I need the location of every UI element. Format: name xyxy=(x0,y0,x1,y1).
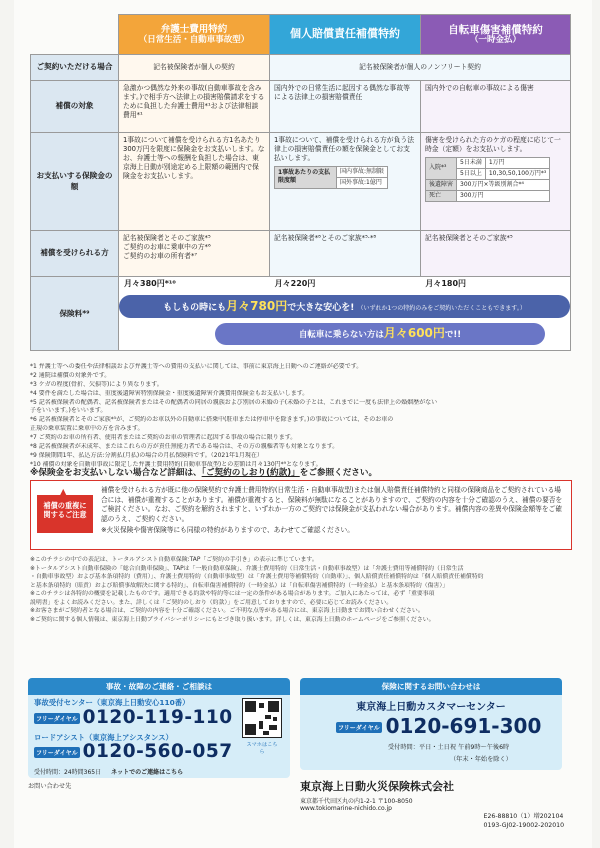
customer-center-holiday-note: （年末・年始を除く） xyxy=(450,756,512,763)
fine-line: ※お客さまがご契約者となる場合は、ご契約の内容を十分ご確認ください。ご不明な点等がある場合には、東京海上日動までお問い合わせください。 xyxy=(30,608,424,615)
insurance-inquiry-box xyxy=(300,678,562,770)
hosp-r2a: 5日以上 xyxy=(457,168,486,179)
cell-payment-col3 xyxy=(421,133,571,231)
fine-line: ※トータルアシスト自動車保険の「総合自動車保険」、TAPは「一般自動車保険」、弁護士費用特約（日常生活・自動車事故型）は「弁護士費用等補償特約（日常生活 xyxy=(30,565,464,572)
header-personal-liability-rider: 個人賠償責任補償特約 xyxy=(270,15,421,55)
header-bicycle-injury-rider: 自転車傷害補償特約 （一時金払） xyxy=(421,15,571,55)
policy-details-notice: ※保険金をお支払いしない場合など詳細は、「ご契約のしおり(約款)」をご参照ください。 xyxy=(30,468,378,478)
cell-payment-col2 xyxy=(270,133,421,231)
premium-col1: 月々380円*¹⁰ xyxy=(124,279,176,288)
row-label-coverage: 補償の対象 xyxy=(31,81,119,133)
no-bicycle-price-banner: 自転車に乗らない方は月々600円で!! xyxy=(215,323,545,345)
footnote: *7 ご契約のお車の所有者、使用者またはご契約のお車の管理者に起因する事故の場合に限ります。 xyxy=(30,434,297,441)
limit-domestic: 国内事故:無制限 xyxy=(337,166,388,177)
footnote: *4 要件を満たした場合は、重度後遺障害特別保険金・重度後遺障害介護費用保険金もお支払いします。 xyxy=(30,389,309,397)
document-codes: E26-88810（1）増202104 0193-GJ02-19002-202010 xyxy=(483,813,564,830)
warning-tag: ▲ 補償の重複に 関するご注意 xyxy=(37,495,93,533)
row-label-eligible: ご契約いただける場合 xyxy=(31,55,119,81)
customer-center-hours: 受付時間：平日・土日祝 午前9時～午後6時 xyxy=(388,744,510,751)
insurance-inquiry-title: 保険に関するお問い合わせは xyxy=(300,678,562,695)
footnote: *5 記名被保険者の配偶者、記名被保険者またはその配偶者の同居の親族および別居の未婚の子(未婚の子とは、これまでに一度も法律上の婚姻歴がない xyxy=(30,398,438,406)
row-label-insured: 補償を受けられる方 xyxy=(31,231,119,277)
company-address: 東京都千代田区丸の内1-2-1 〒100-8050 xyxy=(300,798,413,805)
insured-col1-c: ご契約のお車の所有者*⁷ xyxy=(123,251,198,260)
freedial-icon: フリーダイヤル xyxy=(34,713,80,724)
death-label: 死亡 xyxy=(426,190,457,201)
footnote: *3 ケガの程度(骨折、欠損等)により異なります。 xyxy=(30,380,163,388)
warning-triangle-icon: ▲ xyxy=(59,486,68,499)
cell-coverage-col3: 国内外での自転車の事故による傷害 xyxy=(421,81,571,133)
accident-center-phone[interactable]: フリーダイヤル 0120-119-110 xyxy=(36,707,233,728)
fine-line: ※このチラシの中での表記は、トータルアシスト自動車保険:TAP「ご契約の手引き」の表示に準じています。 xyxy=(30,557,318,563)
accident-contact-box xyxy=(28,678,290,778)
fine-line: 説明書」をよくお読みください。また、詳しくは「ご契約のしおり（約款）」をご用意しておりますので、必要に応じてお読みください。 xyxy=(30,599,393,606)
freedial-icon: フリーダイヤル xyxy=(34,747,80,758)
cell-eligible-col1: 記名被保険者が個人の契約 xyxy=(119,55,270,81)
footnote: *10 補償の対象を自動車事故に限定した弁護士費用特約(自動車事故型)との差額は月々130円*⁹となります。 xyxy=(30,460,322,468)
freedial-icon: フリーダイヤル xyxy=(336,722,382,733)
accident-contact-title: 事故・故障のご連絡・ご相談は xyxy=(28,678,290,695)
footnotes xyxy=(30,363,570,470)
payment-col3-text: 傷害を受けられた方のケガの程度に応じて一時金（定額）をお支払いします。 xyxy=(425,136,561,153)
hosp-r1a: 5日未満 xyxy=(457,157,486,168)
footnote: *2 通院は補償の対象外です。 xyxy=(30,371,111,379)
insured-col1-a: 記名被保険者とそのご家族*⁵ xyxy=(123,234,211,242)
corner-cell xyxy=(31,15,119,55)
fine-line: ※このチラシは各特約の概要を記載したものです。適用できる約款や特約等には一定の条件がある場合があります。ご加入にあたっては、必ず「重要事項 xyxy=(30,591,435,598)
road-assist-phone[interactable]: フリーダイヤル 0120-560-057 xyxy=(36,741,233,762)
fine-line: ・自動車事故型）および基本条項特約（費用）」、弁護士費用特約（自動車事故型）は「弁護士費用等補償特約（自動車）」、個人賠償責任補償特約は「個人賠償責任補償特約 xyxy=(30,574,484,581)
payment-col2-text: 1事故について、補償を受けられる方が負う法律上の損害賠償責任の額を保険金としてお支払いします。 xyxy=(274,136,414,162)
insured-col1-b: ご契約のお車に乗車中の方*⁶ xyxy=(123,242,211,251)
footnote: *9 保険期間1年、払込方法:分割払(月払)の場合の月払保険料です。（2021年1月現在） xyxy=(30,451,263,459)
cell-coverage-col2: 国内外での日常生活に起因する偶然な事故等による法律上の損害賠償責任 xyxy=(270,81,421,133)
death-value: 300万円 xyxy=(457,190,550,201)
footnote: 正規の乗車装置に乗車中の方を含みます。 xyxy=(30,425,144,433)
coverage-table xyxy=(30,14,571,351)
footnote: *8 記名被保険者が未成年、またはこれらの方が責任無能力者である場合は、その方の親権者等も対象となります。 xyxy=(30,442,339,450)
cell-premium xyxy=(119,277,571,351)
footnote: *6 記名被保険者とそのご家族*⁵が、ご契約のお車以外の自動車に搭乗中(駐車または停車中を除きます。)の事故については、そのお車の xyxy=(30,416,394,424)
fine-line: と基本条項特約（賠責）および賠償事故解決に関する特約」、自転車傷害補償特約（一時金払）は「自転車傷害補償特約（一時金払）と基本条項特約（傷害）」 xyxy=(30,582,449,589)
accident-center-label: 事故受付センター（東京海上日動安心110番） xyxy=(34,698,190,707)
bundle-price-banner: もしもの時にも月々780円で大きな安心を! （いずれか1つの特約のみをご契約いただくこともできます。） xyxy=(119,295,570,319)
row-label-premium: 保険料*⁹ xyxy=(31,277,119,351)
cell-insured-col1 xyxy=(119,231,270,277)
cell-payment-col1: 1事故について補償を受けられる方1名あたり300万円を限度に保険金をお支払いします。なお、弁護士等への報酬を負担した場合は、東京海上日動が別途定める上限額の範囲内で保険金をお支払いします。 xyxy=(119,133,270,231)
road-assist-label: ロードアシスト（東京海上アシスタンス） xyxy=(34,733,173,742)
hosp-r1b: 1万円 xyxy=(485,157,549,168)
company-name: 東京海上日動火災保険株式会社 xyxy=(300,780,454,793)
cell-insured-col2: 記名被保険者*⁸とそのご家族*⁵·*⁸ xyxy=(270,231,421,277)
limit-overseas: 国外事故:1億円 xyxy=(337,177,388,188)
hosp-label: 入院*³ xyxy=(426,157,457,179)
cell-eligible-col23: 記名被保険者が個人のノンフリート契約 xyxy=(270,55,571,81)
footnote: 子をいいます。)をいいます。 xyxy=(30,407,107,415)
company-info xyxy=(300,778,454,812)
after-value: 300万円×等級別割合*⁴ xyxy=(457,179,550,190)
company-url[interactable]: www.tokiomarine-nichido.co.jp xyxy=(300,805,392,812)
liability-limit-table xyxy=(274,166,388,189)
cell-insured-col3: 記名被保険者とそのご家族*⁵ xyxy=(421,231,571,277)
online-contact-link[interactable]: ネットでのご連絡はこちら xyxy=(111,769,184,776)
fine-line: ※ご契約に関する個人情報は、東京海上日動プライバシーポリシーにもとづき取り扱います。詳しくは、東京海上日動のホームページをご参照ください。 xyxy=(30,616,435,623)
qr-caption: スマホはこちら xyxy=(246,742,278,755)
hosp-r2b: 10,30,50,100万円*³ xyxy=(485,168,549,179)
warning-text: 補償を受けられる方が既に他の保険契約で弁護士費用特約(日常生活・自動車事故型)または個人賠償責任補償特約と同様の保険商品をご契約されている場合には、補償が重複することがあります。補償が重複すると、保険料が無駄になることがありますので、ご契約の内容を十分ご確認のうえ、補償の要否をご検討ください。なお、ご契約を解約されますと、いずれか一方のご契約では保険金が支払われない場合があります。補償内容の差異や保険金額等をご確認のうえ、ご契約ください。 ※火災保険や傷害保険等にも同様の特約がありますので、あわせてご確認ください。 xyxy=(101,486,563,535)
footnote: *1 弁護士等への委任や法律相談および弁護士等への費用の支払いに関しては、事前に東京海上日動へのご連絡が必要です。 xyxy=(30,363,363,370)
fine-print xyxy=(30,556,570,625)
premium-col2: 月々220円 xyxy=(274,279,316,288)
lump-sum-table xyxy=(425,157,550,202)
customer-center-phone[interactable]: フリーダイヤル 0120-691-300 xyxy=(338,714,542,738)
qr-code[interactable] xyxy=(242,698,282,738)
header-legal-fee-rider: 弁護士費用特約 （日常生活・自動車事故型） xyxy=(119,15,270,55)
inquiry-label: お問い合わせ先 xyxy=(28,783,72,790)
cell-coverage-col1: 急激かつ偶然な外来の事故(自動車事故を含みます。)で相手方へ法律上の損害賠償請求をするために負担した弁護士費用*¹および法律相談費用*¹ xyxy=(119,81,270,133)
limit-head: 1事故あたりの支払限度額 xyxy=(275,166,337,188)
after-label: 後遺障害 xyxy=(426,179,457,190)
accident-hours: 受付時間：24時間365日 ネットでのご連絡はこちら xyxy=(34,769,184,776)
premium-col3: 月々180円 xyxy=(425,279,467,288)
customer-center-name: 東京海上日動カスタマーセンター xyxy=(356,702,506,713)
row-label-payment: お支払いする保険金の額 xyxy=(31,133,119,231)
duplicate-coverage-warning xyxy=(30,480,572,550)
